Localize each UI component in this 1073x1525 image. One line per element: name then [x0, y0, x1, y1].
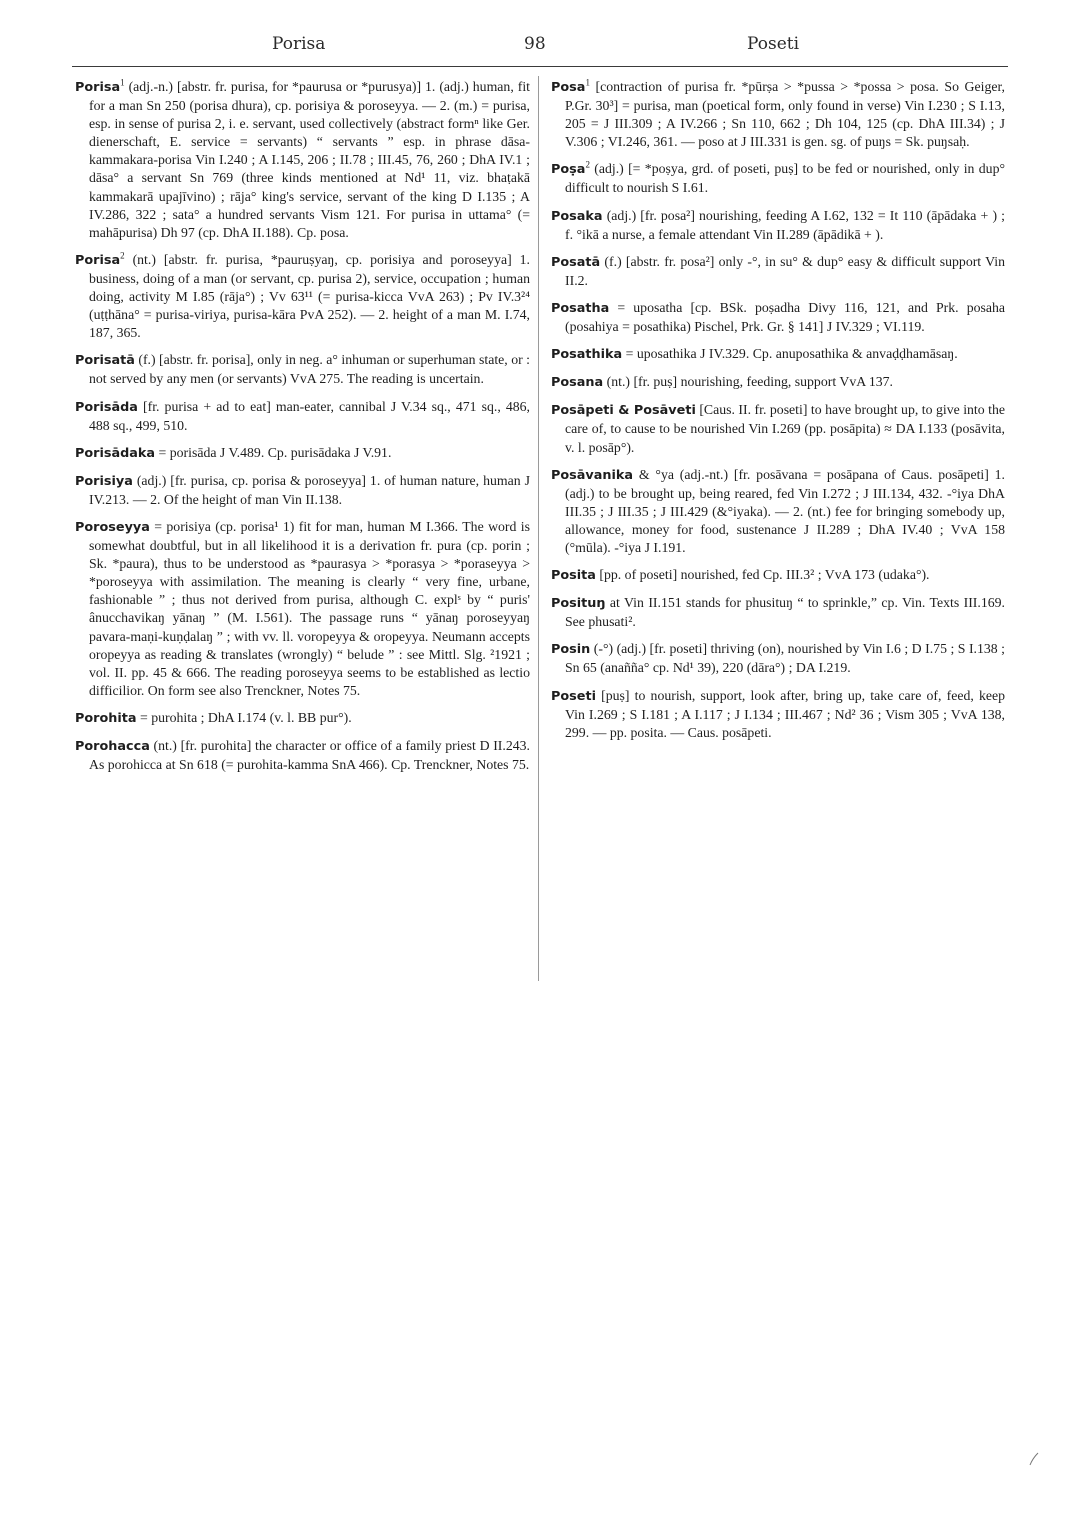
- headword: Porisiya: [75, 473, 133, 489]
- header-rule: [72, 66, 1008, 67]
- dictionary-entry: [551, 373, 1005, 392]
- entry-body: (-°) (adj.) [fr. poseti] thriving (on), nourished by Vin I.6 ; D I.75 ; S I.138 ; Sn 65 (anañña° cp. Nd¹ 39), 220 (dāra°) ; DA I.219.: [565, 641, 1005, 676]
- entry-body: (adj.-n.) [abstr. fr. purisa, for *paurusa or *purusya)] 1. (adj.) human, fit for a man Sn 250 (porisa dhura), cp. porisiya & poroseyya. — 2. (m.) = purisa, esp. in sense of purisa 2, i. e. servant, used collectively (abstract formⁿ like Ger. dienerschaft, E. service = servants) “ servants ” esp. in phrase dāsa-kammakara-porisa Vin I.240 ; A I.145, 206 ; II.78 ; III.45, 76, 260 ; DhA IV.1 ; dāsa° a servant Sn 769 (three kinds mentioned at Nd¹ 11, viz. bhaṭakā kammakarā upajīvino) ; rāja° king's service, servant of the king D I.135 ; A IV.286, 322 ; sata° a hundred servants Vism 121. For purisa in uttama° (= mahāpurisa) Dh 97 (cp. DhA II.188). Cp. posa.: [89, 79, 530, 240]
- dictionary-entry: [75, 78, 530, 242]
- guide-word-left: Porisa: [272, 34, 326, 54]
- entry-body: = purohita ; DhA I.174 (v. l. BB pur°).: [136, 709, 352, 725]
- dictionary-entry: [75, 251, 530, 342]
- right-column: [551, 78, 1005, 751]
- dictionary-entry: [75, 472, 530, 509]
- dictionary-entry: [551, 640, 1005, 677]
- headword: Porisāda: [75, 399, 138, 415]
- homonym-number: 1: [585, 77, 590, 88]
- entry-body: (f.) [abstr. fr. porisa], only in neg. a° inhuman or superhuman state, or : not served by any men (or servants) VvA 275. The reading is uncertain.: [89, 352, 530, 387]
- entry-body: [contraction of purisa fr. *pūrṣa > *pussa > *possa > posa. So Geiger, P.Gr. 30³] = purisa, man (poetical form, only found in verse) Vin I.230 ; S I.13, 205 = J III.309 ; A IV.266 ; Sn 110, 662 ; Dh 104, 125 (cp. DhA III.34) ; J V.306 ; VI.246, 361. — poso at J III.331 is gen. sg. of puŋs = Sk. puŋsaḥ.: [565, 79, 1005, 150]
- dictionary-entry: [551, 594, 1005, 631]
- headword: Posatha: [551, 300, 610, 316]
- scan-pencil-mark: [1028, 1452, 1040, 1466]
- entry-body: at Vin II.151 stands for phusituŋ “ to sprinkle,” cp. Vin. Texts III.169. See phusati².: [565, 595, 1005, 630]
- headword: Posaka: [551, 208, 603, 224]
- headword: Porisa: [75, 80, 121, 95]
- dictionary-entry: [75, 444, 530, 463]
- entry-body: (adj.) [fr. purisa, cp. porisa & poroseyya] 1. of human nature, human J IV.213. — 2. Of the height of man Vin II.138.: [89, 472, 530, 507]
- running-head: [72, 34, 1002, 58]
- headword: Poroseyya: [75, 519, 150, 535]
- entry-body: [puṣ] to nourish, support, look after, bring up, take care of, feed, keep Vin I.269 ; S I.181 ; A I.117 ; J I.134 ; III.467 ; Nd² 36 ; Vism 305 ; VvA 138, 299. — pp. posita. — Caus. posāpeti.: [565, 687, 1005, 740]
- entry-body: & °ya (adj.-nt.) [fr. posāvana = posāpana of Caus. posāpeti] 1. (adj.) to be brought up, being reared, fed Vin I.272 ; J III.134, 432. -°iya DhA III.35 ; J III.35 ; J III.429 (&°iyaka). — 2. (nt.) fee for bringing somebody up, allowance, money for food, sustenance J II.289 ; DhA IV.40 ; VvA 158 (°mūla). -°iya J I.191.: [565, 466, 1005, 555]
- dictionary-entry: [75, 398, 530, 435]
- headword: Posin: [551, 642, 591, 658]
- headword: Porisādaka: [75, 445, 156, 461]
- homonym-number: 2: [585, 159, 590, 170]
- entry-body: (nt.) [fr. puṣ] nourishing, feeding, support VvA 137.: [603, 374, 894, 390]
- dictionary-entry: [551, 160, 1005, 197]
- entry-body: [fr. purisa + ad to eat] man-eater, cannibal J V.34 sq., 471 sq., 486, 488 sq., 499, 510.: [89, 398, 530, 433]
- dictionary-entry: [551, 78, 1005, 151]
- entry-body: [Caus. II. fr. poseti] to have brought up, to give into the care of, to cause to be nourished Vin I.269 (pp. posāpita) ≈ DA I.133 (posāvita, v. l. posāp°).: [565, 402, 1005, 455]
- entry-body: = porisāda J V.489. Cp. purisādaka J V.91.: [155, 444, 392, 460]
- dictionary-entry: [75, 351, 530, 388]
- entry-body: = porisiya (cp. porisa¹ 1) fit for man, human M I.366. The word is somewhat doubtful, but in all likelihood it is a derivation fr. pura (cp. porin ; Sk. *paura), thus to be understood as *paurasya > *porasya > *poraseyya > *poroseyya with assimilation. The meaning is clearly “ very fine, urbane, fashionable ” ; thus not derived from purisa, although C. explˢ by “ puris' ânucchavikaŋ yānaŋ ” (M. I.561). The passage runs “ yānaŋ poroseyyaŋ pavara-maṇi-kuṇḍalaŋ ” ; with vv. ll. voropeyya & oropeyya. Neumann accepts oropeyya as reading & translates (wrongly) “ belude ” : see Mittl. Slg. ²1921 ; vol. II. pp. 45 & 666. The reading poroseyya seems to be established as lectio difficilior. On form see also Trenckner, Notes 75.: [89, 518, 530, 698]
- headword: Posāvanika: [551, 467, 634, 483]
- headword: Posana: [551, 375, 604, 391]
- entry-body: = uposatha [cp. BSk. poṣadha Divy 116, 121, and Prk. posaha (posahiya = posathika) Pischel, Prk. Gr. § 141] J IV.329 ; VI.119.: [565, 299, 1005, 335]
- dictionary-entry: [551, 299, 1005, 336]
- entry-body: (adj.) [= *poṣya, grd. of poseti, puṣ] to be fed or nourished, only in dup° difficult to nourish S I.61.: [565, 161, 1005, 196]
- dictionary-entry: [75, 737, 530, 774]
- headword: Posita: [551, 568, 596, 584]
- entry-body: = uposathika J IV.329. Cp. anuposathika & anvaḍḍhamāsaŋ.: [622, 346, 958, 362]
- entry-body: (adj.) [fr. posa²] nourishing, feeding A I.62, 132 = It 110 (āpādaka + ) ; f. °ikā a nurse, a female attendant Vin II.289 (āpādikā + ).: [565, 207, 1005, 242]
- headword: Poṣa: [551, 162, 586, 178]
- dictionary-entry: [551, 566, 1005, 585]
- column-divider: [538, 76, 539, 981]
- headword: Posituŋ: [551, 596, 606, 612]
- dictionary-entry: [551, 401, 1005, 456]
- homonym-number: 1: [120, 77, 125, 88]
- headword: Porisa: [75, 252, 121, 268]
- headword: Posa: [551, 80, 586, 95]
- headword: Porisatā: [75, 353, 135, 369]
- dictionary-entry: [75, 518, 530, 700]
- headword: Posatā: [551, 254, 601, 270]
- entry-body: (nt.) [fr. purohita] the character or office of a family priest D II.243. As porohicca at Sn 618 (= purohita-kamma SnA 466). Cp. Trenckner, Notes 75.: [89, 738, 530, 773]
- headword: Poseti: [551, 688, 596, 704]
- headword: Posathika: [551, 347, 623, 363]
- headword: Posāpeti & Posāveti: [551, 403, 696, 419]
- entry-body: (f.) [abstr. fr. posa²] only -°, in su° & dup° easy & difficult support Vin II.2.: [565, 253, 1005, 288]
- page-number: 98: [524, 34, 546, 54]
- headword: Porohacca: [75, 739, 150, 754]
- dictionary-entry: [551, 687, 1005, 742]
- headword: Porohita: [75, 710, 137, 726]
- entry-body: (nt.) [abstr. fr. purisa, *pauruṣyaŋ, cp. porisiya and poroseyya] 1. business, doing of a man (or servant, cp. purisa 2), service, occupation ; human doing, activity M I.85 (rāja°) ; Vv 63¹¹ (= purisa-kicca VvA 263) ; Pv IV.3²⁴ (uṭṭhāna° = purisa-viriya, purisa-kāra PvA 252). — 2. height of a man M. I.74, 187, 365.: [89, 251, 530, 341]
- dictionary-entry: [551, 345, 1005, 364]
- dictionary-entry: [551, 253, 1005, 290]
- homonym-number: 2: [120, 250, 125, 261]
- dictionary-entry: [75, 709, 530, 728]
- left-column: [75, 78, 530, 783]
- dictionary-entry: [551, 466, 1005, 557]
- guide-word-right: Poseti: [747, 34, 800, 54]
- entry-body: [pp. of poseti] nourished, fed Cp. III.3² ; VvA 173 (udaka°).: [595, 567, 930, 583]
- dictionary-entry: [551, 207, 1005, 244]
